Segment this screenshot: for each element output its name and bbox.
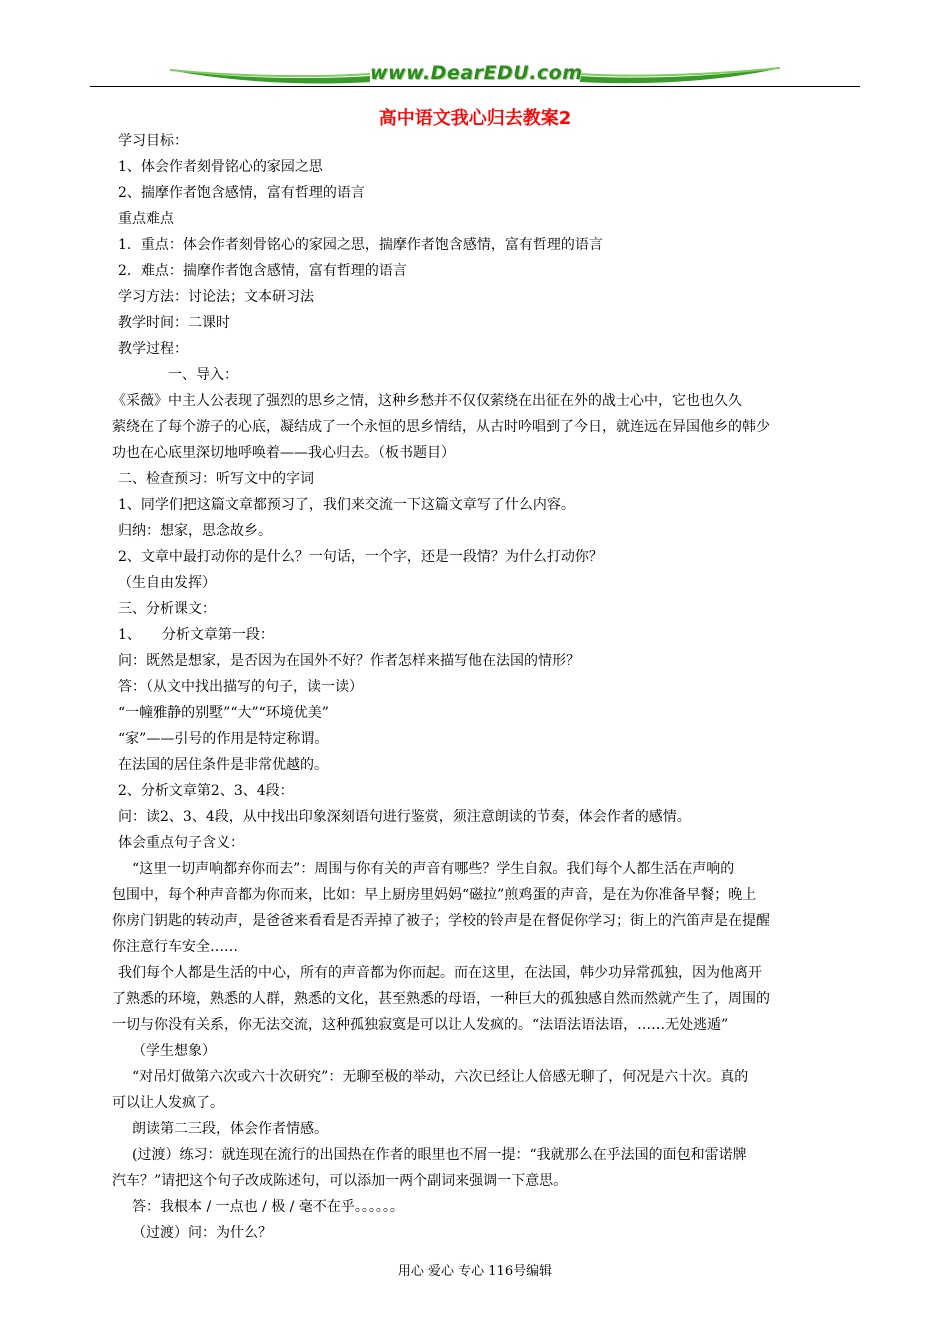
text-line: “这里一切声响都弃你而去”：周围与你有关的声音有哪些？学生自叙。我们每个人都生活在声响的 [132,861,735,877]
text-line: 答：（从文中找出描写的句子，读一读） [118,679,363,695]
text-line: 你注意行车安全…… [112,939,238,955]
page-footer: 用心 爱心 专心 116号编辑 [397,1264,553,1279]
text-line: (过渡）练习：就连现在流行的出国热在作者的眼里也不屑一提：“我就那么在乎法国的面包和雷诺牌 [132,1147,747,1163]
text-line: 1．重点：体会作者刻骨铭心的家园之思，揣摩作者饱含感情，富有哲理的语言 [118,237,603,253]
text-line: （学生想象） [132,1043,216,1059]
text-line: 你房门钥匙的转动声，是爸爸来看看是否弄掉了被子；学校的铃声是在督促你学习；街上的汽笛声是在提醒 [112,913,770,929]
text-line: 1、体会作者刻骨铭心的家园之思 [118,159,323,175]
section-heading: 二、检查预习：听写文中的字词 [118,471,314,487]
section-heading: 一、导入： [168,367,238,383]
text-line: 功也在心底里深切地呼唤着——我心归去。（板书题目） [112,445,455,461]
text-line: 《采薇》中主人公表现了强烈的思乡之情，这种乡愁并不仅仅萦绕在出征在外的战士心中，它也也久久 [112,393,742,409]
site-logo [170,62,780,88]
text-line: （过渡）问：为什么？ [132,1225,272,1241]
logo-text: www.DearEDU.com [370,62,583,84]
text-line: 学习方法：讨论法；文本研习法 [118,289,314,305]
text-line: 萦绕在了每个游子的心底，凝结成了一个永恒的思乡情结，从古时吟唱到了今日，就连远在异国他乡的韩少 [112,419,770,435]
text-line: 2、揣摩作者饱含感情，富有哲理的语言 [118,185,365,201]
text-line: 归纳：想家，思念故乡。 [118,523,272,539]
text-line: 汽车？”请把这个句子改成陈述句，可以添加一两个副词来强调一下意思。 [112,1173,568,1189]
text-line: 问：读2、3、4段，从中找出印象深刻语句进行鉴赏，须注意朗读的节奏，体会作者的感情。 [118,809,691,825]
text-line: 1、 分析文章第一段： [118,627,274,643]
text-line: 2、分析文章第2、3、4段： [118,783,294,799]
text-line: （生自由发挥） [118,575,216,591]
text-line: 体会重点句子含义： [118,835,244,851]
text-line: 答：我根本 / 一点也 / 极 / 毫不在乎。。。。。。 [132,1199,404,1215]
text-line: 了熟悉的环境，熟悉的人群，熟悉的文化，甚至熟悉的母语，一种巨大的孤独感自然而然就产生了，周围的 [112,991,770,1007]
text-line: 学习目标： [118,133,188,149]
header-divider [90,86,860,87]
text-line: 1、同学们把这篇文章都预习了，我们来交流一下这篇文章写了什么内容。 [118,497,575,513]
document-title: 高中语文我心归去教案2 [378,108,572,129]
text-line: 一切与你没有关系，你无法交流，这种孤独寂寞是可以让人发疯的。“法语法语法语，……无处逃遁” [112,1017,729,1033]
text-line: 可以让人发疯了。 [112,1095,224,1111]
document-body [112,128,838,1246]
text-line: 朗读第二三段，体会作者情感。 [132,1121,328,1137]
text-line: “家”——引号的作用是特定称谓。 [118,731,329,747]
text-line: 问：既然是想家，是否因为在国外不好？作者怎样来描写他在法国的情形？ [118,653,580,669]
text-line: 教学时间：二课时 [118,315,230,331]
section-heading: 三、分析课文： [118,601,216,617]
text-line: 包围中，每个种声音都为你而来，比如：早上厨房里妈妈“磁拉”煎鸡蛋的声音，是在为你准备早餐；晚上 [112,887,757,903]
text-line: 教学过程： [118,341,188,357]
text-line: 我们每个人都是生活的中心，所有的声音都为你而起。而在这里，在法国，韩少功异常孤独，因为他离开 [118,965,762,981]
text-line: “一幢雅静的别墅”“大”“环境优美” [118,705,329,721]
text-line: 重点难点 [118,211,174,227]
text-line: “对吊灯做第六次或六十次研究”：无聊至极的举动，六次已经让人倍感无聊了，何况是六十次。真的 [132,1069,749,1085]
text-line: 2、文章中最打动你的是什么？一句话，一个字，还是一段情？为什么打动你？ [118,549,603,565]
text-line: 2．难点：揣摩作者饱含感情，富有哲理的语言 [118,263,407,279]
text-line: 在法国的居住条件是非常优越的。 [118,757,328,773]
